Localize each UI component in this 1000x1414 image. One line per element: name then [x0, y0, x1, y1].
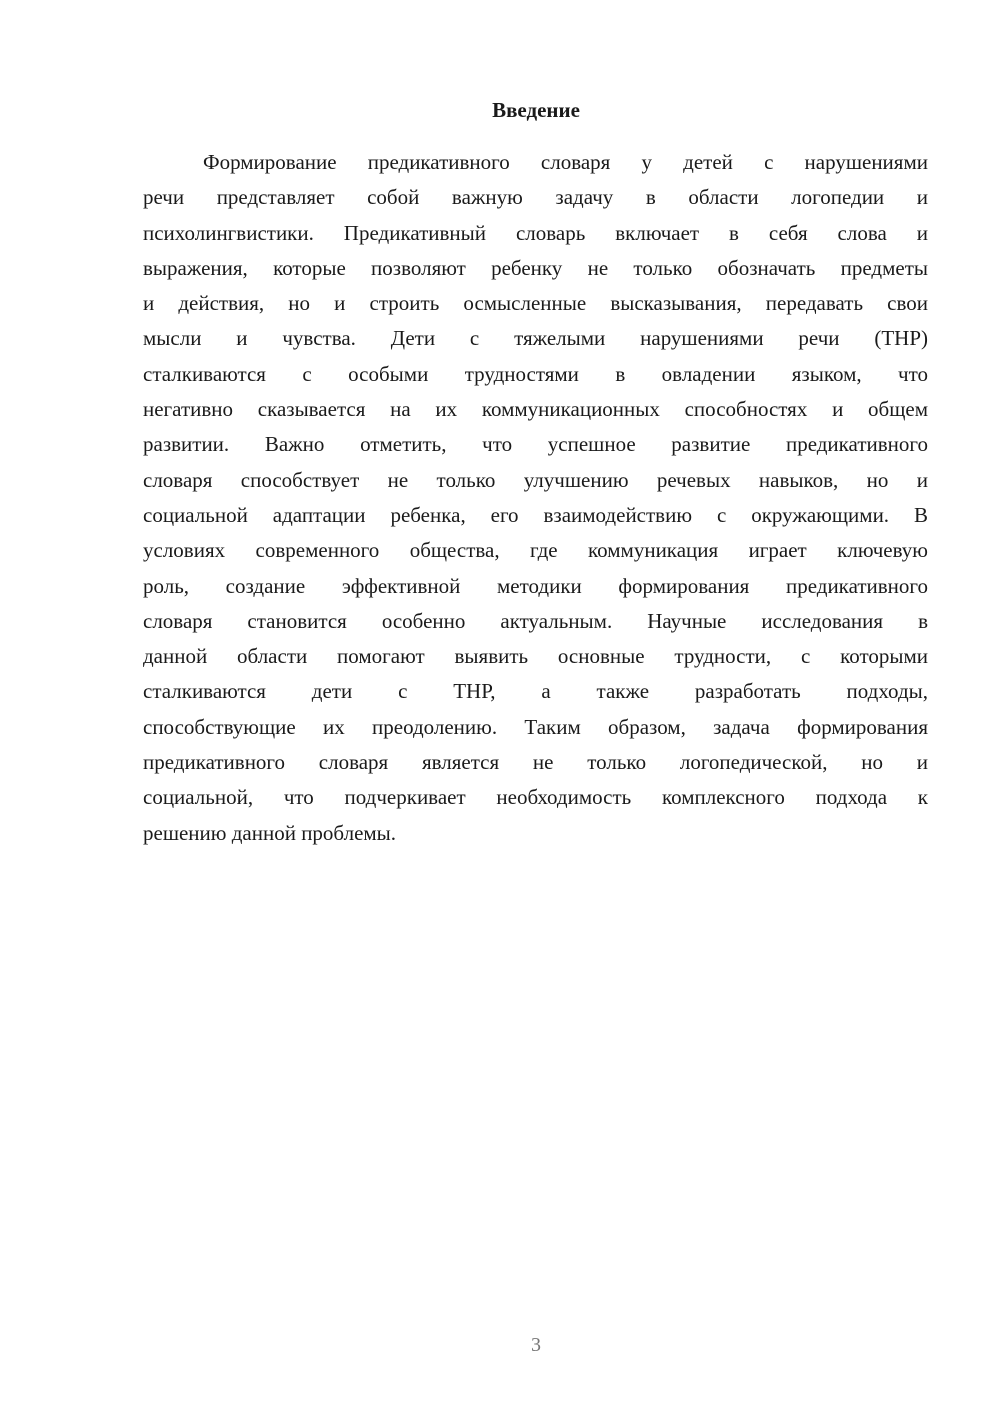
paragraph-line: и действия, но и строить осмысленные высказывания, передавать свои [143, 291, 928, 316]
paragraph-line: сталкиваются с особыми трудностями в овладении языком, что [143, 361, 928, 386]
paragraph-line: негативно сказывается на их коммуникационных способностях и общем [143, 397, 928, 422]
paragraph-line: социальной адаптации ребенка, его взаимодействию с окружающими. В [143, 502, 928, 527]
paragraph-line: предикативного словаря является не только логопедической, но и [143, 750, 928, 775]
paragraph-line: психолингвистики. Предикативный словарь включает в себя слова и [143, 220, 928, 245]
paragraph-line: словаря способствует не только улучшению речевых навыков, но и [143, 467, 928, 492]
paragraph-line: решению данной проблемы. [143, 820, 397, 845]
section-title: Введение [492, 98, 580, 122]
paragraph-line: речи представляет собой важную задачу в области логопедии и [143, 185, 928, 210]
introduction-paragraph [143, 145, 928, 851]
paragraph-line: Формирование предикативного словаря у детей с нарушениями [203, 150, 928, 174]
paragraph-line: социальной, что подчеркивает необходимость комплексного подхода к [143, 785, 928, 810]
paragraph-line: мысли и чувства. Дети с тяжелыми нарушениями речи (ТНР) [143, 326, 928, 351]
paragraph-line: выражения, которые позволяют ребенку не только обозначать предметы [143, 255, 928, 280]
paragraph-line: словаря становится особенно актуальным. Научные исследования в [143, 608, 928, 633]
paragraph-line: сталкиваются дети с ТНР, а также разработать подходы, [143, 679, 928, 704]
paragraph-line: условиях современного общества, где коммуникация играет ключевую [143, 538, 928, 563]
paragraph-line: развитии. Важно отметить, что успешное развитие предикативного [143, 432, 928, 457]
page-number: 3 [531, 1334, 541, 1356]
paragraph-line: способствующие их преодолению. Таким образом, задача формирования [143, 714, 928, 739]
paragraph-line: роль, создание эффективной методики формирования предикативного [143, 573, 928, 598]
paragraph-line: данной области помогают выявить основные трудности, с которыми [143, 644, 928, 669]
